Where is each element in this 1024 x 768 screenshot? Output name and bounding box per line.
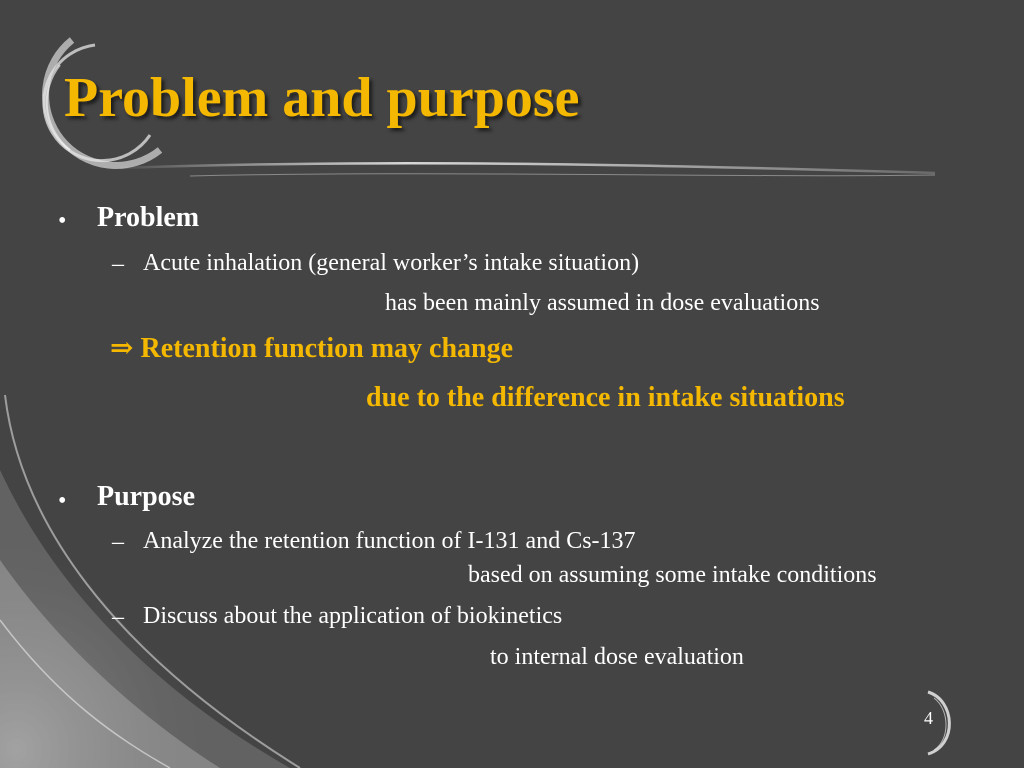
purpose-item2-line1: Discuss about the application of biokinetics — [143, 603, 563, 629]
implies-arrow-icon: ⇒ — [110, 333, 134, 364]
problem-item-line1: Acute inhalation (general worker’s intake situation) — [143, 250, 640, 276]
page-number: 4 — [924, 708, 933, 728]
purpose-item1-line2: based on assuming some intake conditions — [468, 562, 877, 588]
dash-marker: – — [112, 251, 124, 277]
bullet-marker: • — [58, 208, 67, 234]
bullet-marker: • — [58, 488, 67, 514]
implication-line2: due to the difference in intake situations — [366, 382, 845, 413]
implication-text: Retention function may change — [140, 333, 514, 364]
problem-heading: Problem — [97, 202, 200, 233]
implication-line1 — [110, 333, 513, 365]
dash-marker: – — [112, 604, 124, 630]
slide-title: Problem and purpose — [64, 67, 580, 129]
dash-marker: – — [112, 529, 124, 555]
purpose-item1-line1: Analyze the retention function of I-131 and Cs-137 — [143, 528, 636, 554]
purpose-heading: Purpose — [97, 481, 195, 512]
problem-item-line2: has been mainly assumed in dose evaluations — [385, 290, 820, 316]
purpose-item2-line2: to internal dose evaluation — [490, 644, 744, 670]
